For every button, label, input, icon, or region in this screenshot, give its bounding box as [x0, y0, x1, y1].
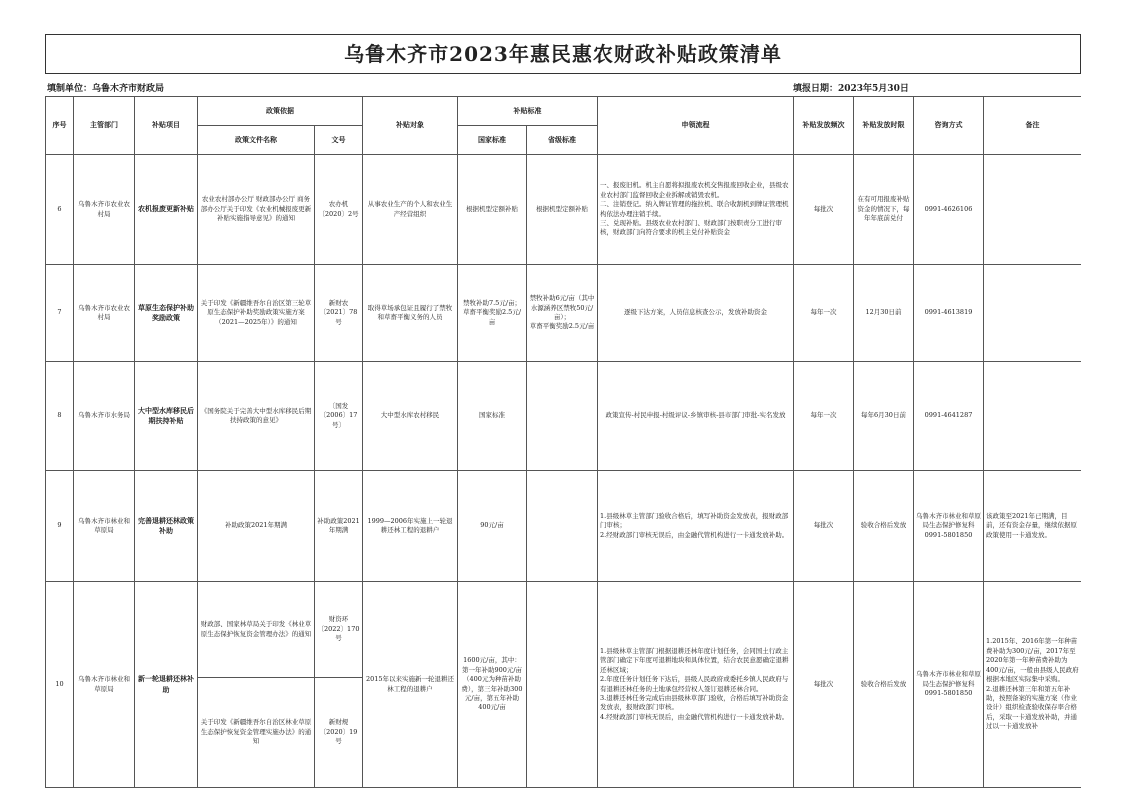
target-cell: 取得草场承包证且履行了禁牧和草畜平衡义务的人员 [363, 265, 458, 362]
project-cell: 草原生态保护补助奖励政策 [135, 265, 198, 362]
header-seq: 序号 [46, 97, 74, 155]
table-row [46, 582, 1082, 678]
project-cell: 农机报废更新补贴 [135, 155, 198, 265]
time-cell: 验收合格后发放 [854, 582, 914, 788]
target-cell: 1999—2006年实施上一轮退耕还林工程的退耕户 [363, 471, 458, 582]
header-standard: 补贴标准 [458, 97, 598, 126]
doc-name-cell: 农业农村部办公厅 财政部办公厅 商务部办公厅关于印发《农业机械报废更新补贴实施指导意见》的通知 [198, 155, 315, 265]
header-project: 补贴项目 [135, 97, 198, 155]
dept-cell: 乌鲁木齐市林业和草原局 [74, 471, 135, 582]
note-cell: 该政策至2021年已期满，目前，还有资金存量，继续依据原政策使用一卡通发放。 [984, 471, 1082, 582]
frequency-cell: 每年一次 [794, 362, 854, 471]
national-cell: 1600元/亩，其中：第一年补助900元/亩（400元为种苗补助费），第三年补助300元/亩，第五年补助400元/亩 [458, 582, 527, 788]
table-row [46, 265, 1082, 362]
provincial-cell [527, 362, 598, 471]
national-cell: 禁牧补助7.5元/亩； 草畜平衡奖励2.5元/亩 [458, 265, 527, 362]
time-cell: 12月30日前 [854, 265, 914, 362]
provincial-cell: 根据机型定额补贴 [527, 155, 598, 265]
doc-name-cell: 关于印发《新疆维吾尔自治区第三轮草原生态保护补助奖励政策实施方案（2021—2025年）》的通知 [198, 265, 315, 362]
seq-cell: 8 [46, 362, 74, 471]
note-cell: 1.2015年、2016年第一年种苗费补助为300元/亩，2017年至2020年第一年种苗费补助为400元/亩，一般由县级人民政府根据本地区实际集中采购。 2.退耕还林第三年和第五年补助，按照备案的实施方案（作业设计）组织检查验收保存率合格后，采取一卡通发放补助，并通过以一卡通发放补 [984, 582, 1082, 788]
dept-cell: 乌鲁木齐市林业和草原局 [74, 582, 135, 788]
national-cell: 90元/亩 [458, 471, 527, 582]
doc-name-cell: 《国务院关于完善大中型水库移民后期扶持政策的意见》 [198, 362, 315, 471]
header-time: 补贴发放时限 [854, 97, 914, 155]
contact-cell: 0991-4613819 [914, 265, 984, 362]
fill-unit: 填制单位：乌鲁木齐市财政局 [47, 84, 165, 94]
time-cell: 每年6月30日前 [854, 362, 914, 471]
header-doc-no: 文号 [315, 126, 363, 155]
doc-no-cell: 新财农〔2021〕78号 [315, 265, 363, 362]
seq-cell: 9 [46, 471, 74, 582]
contact-cell: 乌鲁木齐市林业和草原局生态保护修复科0991-5801850 [914, 582, 984, 788]
doc-no-cell: 新财规〔2020〕19号 [315, 678, 363, 788]
target-cell: 2015年以来实施新一轮退耕还林工程的退耕户 [363, 582, 458, 788]
header-frequency: 补贴发放频次 [794, 97, 854, 155]
dept-cell: 乌鲁木齐市农业农村局 [74, 265, 135, 362]
time-cell: 验收合格后发放 [854, 471, 914, 582]
doc-no-cell: 〔国发〔2006〕17号〕 [315, 362, 363, 471]
national-cell: 根据机型定额补贴 [458, 155, 527, 265]
process-cell: 逐级下达方案，人员信息核查公示，发放补助资金 [598, 265, 794, 362]
dept-cell: 乌鲁木齐市水务局 [74, 362, 135, 471]
table-row [46, 471, 1082, 582]
project-cell: 大中型水库移民后期扶持补贴 [135, 362, 198, 471]
doc-name-cell: 补助政策2021年期满 [198, 471, 315, 582]
header-target: 补贴对象 [363, 97, 458, 155]
contact-cell: 0991-4641287 [914, 362, 984, 471]
doc-no-cell: 财资环〔2022〕170号 [315, 582, 363, 678]
frequency-cell: 每年一次 [794, 265, 854, 362]
process-cell: 1.县级林草主管部门根据退耕还林年度计划任务，会同国土行政主管部门确定下年度可退耕地块和具体位置，结合农民意愿确定退耕还林区域； 2.年度任务计划任务下达后，县级人民政府或委托乡镇人民政府与有退耕还林任务的土地承包经营权人签订退耕还林合同。 3.退耕还林任务完成后由县级林草部门验收，合格后填写补助资金发放表，报财政部门审核。 4.经财政部门审核无误后，由金融代管机构进行一卡通发放补助。 [598, 582, 794, 788]
seq-cell: 7 [46, 265, 74, 362]
process-cell: 政策宣传-村民申报-村级评议-乡镇审核-县市部门审批-实名发放 [598, 362, 794, 471]
header-national: 国家标准 [458, 126, 527, 155]
header-doc-name: 政策文件名称 [198, 126, 315, 155]
provincial-cell [527, 582, 598, 788]
note-cell [984, 265, 1082, 362]
header-contact: 咨询方式 [914, 97, 984, 155]
header-basis: 政策依据 [198, 97, 363, 126]
page-title: 乌鲁木齐市2023年惠民惠农财政补贴政策清单 [45, 34, 1081, 74]
target-cell: 大中型水库农村移民 [363, 362, 458, 471]
project-cell: 完善退耕还林政策补助 [135, 471, 198, 582]
contact-cell: 乌鲁木齐市林业和草原局生态保护修复科0991-5801850 [914, 471, 984, 582]
national-cell: 国家标准 [458, 362, 527, 471]
doc-no-cell: 补助政策2021年期满 [315, 471, 363, 582]
project-cell: 新一轮退耕还林补助 [135, 582, 198, 788]
frequency-cell: 每批次 [794, 471, 854, 582]
target-cell: 从事农业生产的个人和农业生产经营组织 [363, 155, 458, 265]
frequency-cell: 每批次 [794, 582, 854, 788]
table-row [46, 362, 1082, 471]
note-cell [984, 155, 1082, 265]
process-cell: 一、报废旧机。机主自愿将拟报废农机交售报废回收企业，县级农业农村部门监督回收企业拆解或销毁农机。 二、注销登记。纳入牌证管理的拖拉机、联合收割机到牌证管理机构依法办理注销手续。 三、兑现补贴。县级农业农村部门、财政部门按职责分工进行审核，财政部门向符合要求的机主兑付补贴资金 [598, 155, 794, 265]
header-provincial: 省级标准 [527, 126, 598, 155]
header-process: 申领流程 [598, 97, 794, 155]
policy-table [45, 96, 1081, 788]
doc-name-cell: 财政部、国家林草局关于印发《林业草原生态保护恢复资金管理办法》的通知 [198, 582, 315, 678]
doc-no-cell: 农办机〔2020〕2号 [315, 155, 363, 265]
note-cell [984, 362, 1082, 471]
frequency-cell: 每批次 [794, 155, 854, 265]
doc-name-cell: 关于印发《新疆维吾尔自治区林业草原生态保护恢复资金管理实施办法》的通知 [198, 678, 315, 788]
seq-cell: 10 [46, 582, 74, 788]
time-cell: 在有可用报废补贴资金的情况下，每年年底前兑付 [854, 155, 914, 265]
seq-cell: 6 [46, 155, 74, 265]
info-bar [45, 76, 1081, 96]
process-cell: 1.县级林草主管部门验收合格后，填写补助资金发放表，报财政部门审核； 2.经财政部门审核无误后，由金融代管机构进行一卡通发放补助。 [598, 471, 794, 582]
provincial-cell: 禁牧补助6元/亩（其中水源涵养区禁牧50元/亩）； 草畜平衡奖励2.5元/亩 [527, 265, 598, 362]
table-row [46, 155, 1082, 265]
policy-sheet [45, 34, 1081, 793]
provincial-cell [527, 471, 598, 582]
header-row-1 [46, 97, 1082, 126]
dept-cell: 乌鲁木齐市农业农村局 [74, 155, 135, 265]
header-note: 备注 [984, 97, 1082, 155]
contact-cell: 0991-4626106 [914, 155, 984, 265]
fill-date: 填报日期：2023年5月30日 [793, 84, 909, 94]
header-dept: 主管部门 [74, 97, 135, 155]
